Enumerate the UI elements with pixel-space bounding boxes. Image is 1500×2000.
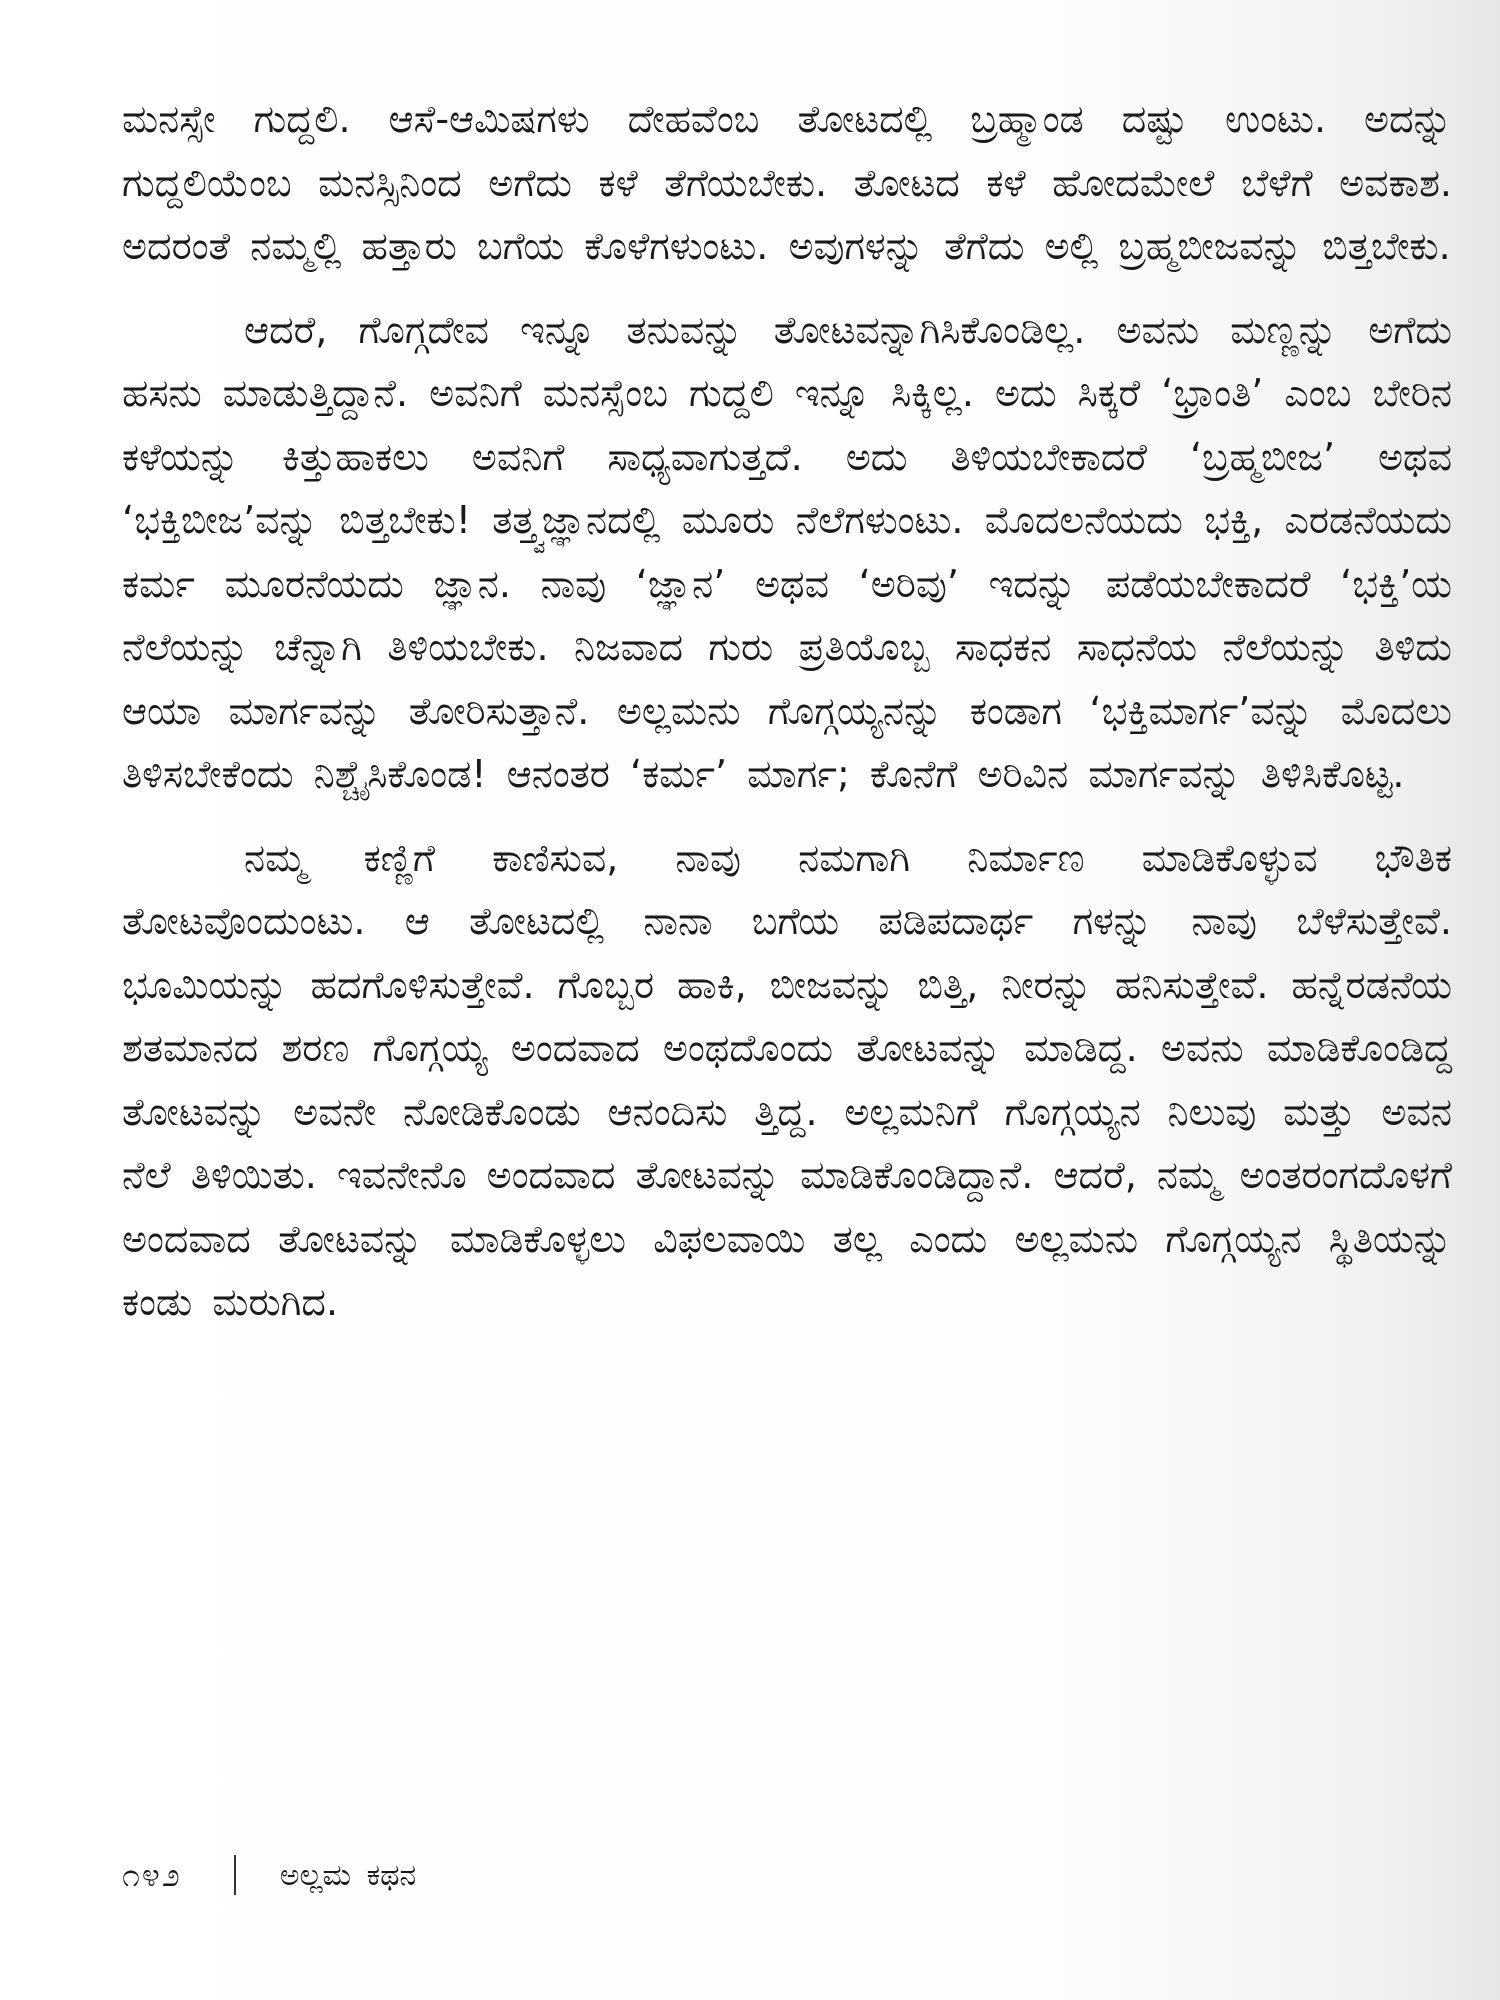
paragraph-3: ನಮ್ಮ ಕಣ್ಣಿಗೆ ಕಾಣಿಸುವ, ನಾವು ನಮಗಾಗಿ ನಿರ್ಮಾಣ ಮಾಡಿಕೊಳ್ಳುವ ಭೌತಿಕ ತೋಟವೊಂದುಂಟು. ಆ ತೋಟದಲ್ಲಿ ನಾನಾ ಬಗೆಯ ಪಡಿಪದಾರ್ಥ ಗಳನ್ನು ನಾವು ಬೆಳೆಸುತ್ತೇವೆ. ಭೂಮಿಯನ್ನು ಹದಗೊಳಿಸುತ್ತೇವೆ. ಗೊಬ್ಬರ ಹಾಕಿ, ಬೀಜವನ್ನು ಬಿತ್ತಿ, ನೀರನ್ನು ಹನಿಸುತ್ತೇವೆ. ಹನ್ನೆರಡನೆಯ ಶತಮಾನದ ಶರಣ ಗೊಗ್ಗಯ್ಯ ಅಂದವಾದ ಅಂಥದೊಂದು ತೋಟವನ್ನು ಮಾಡಿದ್ದ. ಅವನು ಮಾಡಿಕೊಂಡಿದ್ದ ತೋಟವನ್ನು ಅವನೇ ನೋಡಿಕೊಂಡು ಆನಂದಿಸು ತ್ತಿದ್ದ. ಅಲ್ಲಮನಿಗೆ ಗೊಗ್ಗಯ್ಯನ ನಿಲುವು ಮತ್ತು ಅವನ ನೆಲೆ ತಿಳಿಯಿತು. ಇವನೇನೊ ಅಂದವಾದ ತೋಟವನ್ನು ಮಾಡಿಕೊಂಡಿದ್ದಾನೆ. ಆದರೆ, ನಮ್ಮ ಅಂತರಂಗದೊಳಗೆ ಅಂದವಾದ ತೋಟವನ್ನು ಮಾಡಿಕೊಳ್ಳಲು ವಿಫಲವಾಯಿ ತಲ್ಲ ಎಂದು ಅಲ್ಲಮನು ಗೊಗ್ಗಯ್ಯನ ಸ್ಥಿತಿಯನ್ನು ಕಂಡು ಮರುಗಿದ.	[122, 835, 1452, 1324]
paragraph-1: ಮನಸ್ಸೇ ಗುದ್ದಲಿ. ಆಸೆ-ಆಮಿಷಗಳು ದೇಹವೆಂಬ ತೋಟದಲ್ಲಿ ಬ್ರಹ್ಮಾಂಡ ದಷ್ಟು ಉಂಟು. ಅದನ್ನು ಗುದ್ದಲಿಯೆಂಬ ಮನಸ್ಸಿನಿಂದ ಅಗೆದು ಕಳೆ ತೆಗೆಯಬೇಕು. ತೋಟದ ಕಳೆ ಹೋದಮೇಲೆ ಬೆಳೆಗೆ ಅವಕಾಶ. ಅದರಂತೆ ನಮ್ಮಲ್ಲಿ ಹತ್ತಾರು ಬಗೆಯ ಕೊಳೆಗಳುಂಟು. ಅವುಗಳನ್ನು ತೆಗೆದು ಅಲ್ಲಿ ಬ್ರಹ್ಮಬೀಜವನ್ನು ಬಿತ್ತಬೇಕು.	[122, 97, 1452, 268]
page-body	[122, 88, 1452, 1335]
page-number: ೧೪೨	[122, 1855, 182, 1894]
paragraph-2: ಆದರೆ, ಗೊಗ್ಗದೇವ ಇನ್ನೂ ತನುವನ್ನು ತೋಟವನ್ನಾಗಿಸಿಕೊಂಡಿಲ್ಲ. ಅವನು ಮಣ್ಣನ್ನು ಅಗೆದು ಹಸನು ಮಾಡುತ್ತಿದ್ದಾನೆ. ಅವನಿಗೆ ಮನಸ್ಸೆಂಬ ಗುದ್ದಲಿ ಇನ್ನೂ ಸಿಕ್ಕಿಲ್ಲ. ಅದು ಸಿಕ್ಕರೆ ‘ಭ್ರಾಂತಿ’ ಎಂಬ ಬೇರಿನ ಕಳೆಯನ್ನು ಕಿತ್ತುಹಾಕಲು ಅವನಿಗೆ ಸಾಧ್ಯವಾಗುತ್ತದೆ. ಅದು ತಿಳಿಯಬೇಕಾದರೆ ‘ಬ್ರಹ್ಮಬೀಜ’ ಅಥವ ‘ಭಕ್ತಿಬೀಜ’ವನ್ನು ಬಿತ್ತಬೇಕು! ತತ್ತ್ವಜ್ಞಾನದಲ್ಲಿ ಮೂರು ನೆಲೆಗಳುಂಟು. ಮೊದಲನೆಯದು ಭಕ್ತಿ, ಎರಡನೆಯದು ಕರ್ಮ ಮೂರನೆಯದು ಜ್ಞಾನ. ನಾವು ‘ಜ್ಞಾನ’ ಅಥವ ‘ಅರಿವು’ ಇದನ್ನು ಪಡೆಯಬೇಕಾದರೆ ‘ಭಕ್ತಿ’ಯ ನೆಲೆಯನ್ನು ಚೆನ್ನಾಗಿ ತಿಳಿಯಬೇಕು. ನಿಜವಾದ ಗುರು ಪ್ರತಿಯೊಬ್ಬ ಸಾಧಕನ ಸಾಧನೆಯ ನೆಲೆಯನ್ನು ತಿಳಿದು ಆಯಾ ಮಾರ್ಗವನ್ನು ತೋರಿಸುತ್ತಾನೆ. ಅಲ್ಲಮನು ಗೊಗ್ಗಯ್ಯನನ್ನು ಕಂಡಾಗ ‘ಭಕ್ತಿಮಾರ್ಗ’ವನ್ನು ಮೊದಲು ತಿಳಿಸಬೇಕೆಂದು ನಿಶ್ಚೈಸಿಕೊಂಡ! ಆನಂತರ ‘ಕರ್ಮ’ ಮಾರ್ಗ; ಕೊನೆಗೆ ಅರಿವಿನ ಮಾರ್ಗವನ್ನು ತಿಳಿಸಿಕೊಟ್ಟ.	[122, 307, 1452, 796]
page-footer	[122, 1850, 416, 1900]
running-title: ಅಲ್ಲಮ ಕಥನ	[279, 1857, 417, 1893]
footer-divider	[234, 1855, 236, 1895]
